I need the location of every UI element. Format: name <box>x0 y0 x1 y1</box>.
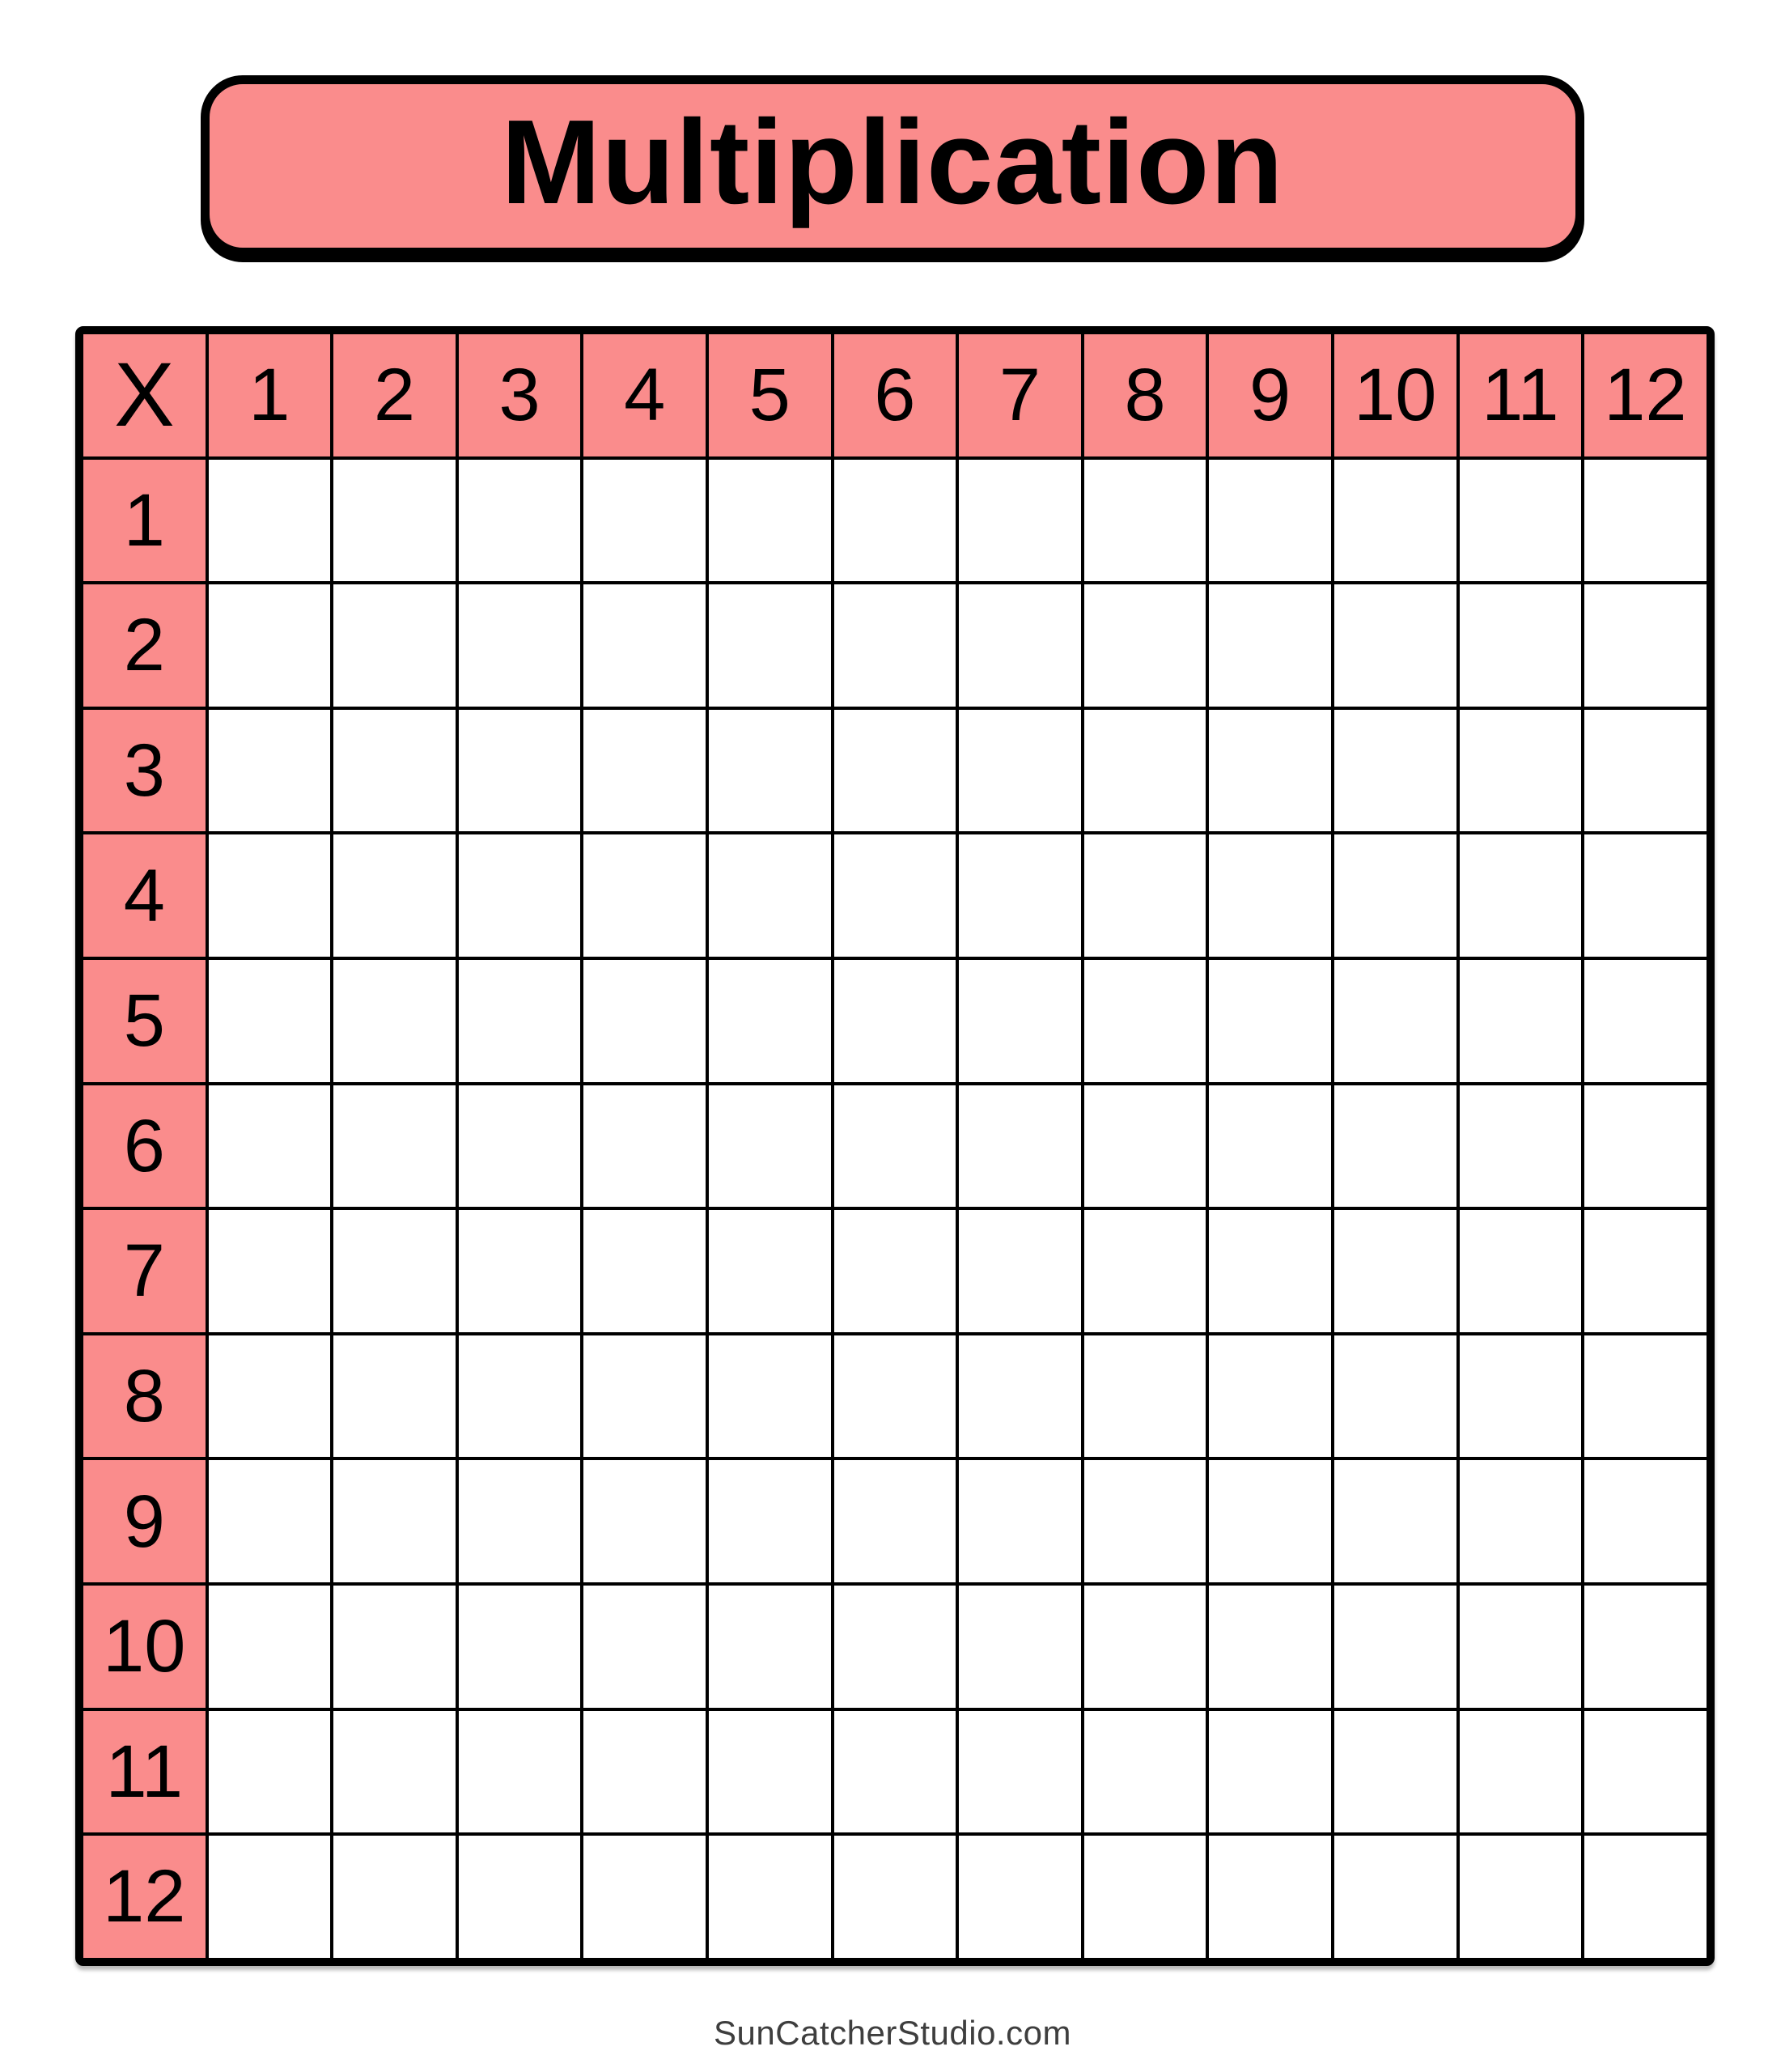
grid-cell <box>333 710 456 832</box>
column-header-cell: 1 <box>209 334 331 456</box>
grid-cell <box>1334 1711 1456 1833</box>
grid-cell <box>209 1586 331 1708</box>
grid-cell <box>959 1586 1081 1708</box>
grid-cell <box>709 1335 831 1458</box>
grid-cell <box>1084 1335 1206 1458</box>
grid-cell <box>1334 584 1456 707</box>
grid-cell <box>459 1836 581 1958</box>
grid-cell <box>1209 1460 1331 1582</box>
grid-cell <box>583 460 706 582</box>
grid-cell <box>1584 1836 1707 1958</box>
grid-cell <box>1084 710 1206 832</box>
grid-cell <box>333 584 456 707</box>
grid-cell <box>709 1460 831 1582</box>
grid-cell <box>333 834 456 957</box>
grid-cell <box>209 460 331 582</box>
multiplication-grid <box>75 326 1715 1966</box>
column-header-cell: 8 <box>1084 334 1206 456</box>
grid-cell <box>1460 1210 1582 1332</box>
column-header-cell: 4 <box>583 334 706 456</box>
grid-cell <box>209 1085 331 1208</box>
grid-cell <box>1084 1460 1206 1582</box>
grid-cell <box>333 1460 456 1582</box>
column-header-cell: 7 <box>959 334 1081 456</box>
grid-cell <box>1460 460 1582 582</box>
grid-cell <box>1334 1085 1456 1208</box>
grid-cell <box>709 1836 831 1958</box>
grid-cell <box>1209 1210 1331 1332</box>
grid-cell <box>333 1210 456 1332</box>
grid-cell <box>959 1085 1081 1208</box>
grid-cell <box>1584 1085 1707 1208</box>
grid-cell <box>1084 1711 1206 1833</box>
column-header-cell: 6 <box>834 334 956 456</box>
grid-cell <box>1209 1836 1331 1958</box>
row-header-cell: 7 <box>83 1210 206 1332</box>
column-header-cell: 5 <box>709 334 831 456</box>
row-header-cell: 6 <box>83 1085 206 1208</box>
grid-cell <box>459 834 581 957</box>
grid-cell <box>583 1460 706 1582</box>
grid-cell <box>1584 710 1707 832</box>
row-header-cell: 1 <box>83 460 206 582</box>
grid-cell <box>1460 710 1582 832</box>
grid-cell <box>333 1085 456 1208</box>
grid-cell <box>459 710 581 832</box>
grid-cell <box>209 834 331 957</box>
grid-cell <box>459 460 581 582</box>
grid-cell <box>1584 460 1707 582</box>
grid-cell <box>459 584 581 707</box>
grid-cell <box>1584 1711 1707 1833</box>
grid-cell <box>834 584 956 707</box>
grid-cell <box>1084 834 1206 957</box>
grid-cell <box>459 1085 581 1208</box>
grid-cell <box>1460 960 1582 1082</box>
grid-cell <box>1584 1335 1707 1458</box>
grid-cell <box>1584 834 1707 957</box>
grid-cell <box>1084 1085 1206 1208</box>
grid-cell <box>583 1586 706 1708</box>
grid-cell <box>1084 460 1206 582</box>
grid-cell <box>209 1836 331 1958</box>
grid-cell <box>959 1460 1081 1582</box>
grid-cell <box>1209 1335 1331 1458</box>
grid-cell <box>1460 1836 1582 1958</box>
grid-cell <box>709 584 831 707</box>
grid-cell <box>834 1210 956 1332</box>
grid-cell <box>209 710 331 832</box>
grid-cell <box>1209 960 1331 1082</box>
grid-cell <box>959 960 1081 1082</box>
grid-cell <box>1584 1210 1707 1332</box>
grid-cell <box>459 1210 581 1332</box>
grid-cell <box>459 1460 581 1582</box>
grid-cell <box>1334 1836 1456 1958</box>
grid-cell <box>1084 1586 1206 1708</box>
grid-cell <box>959 1210 1081 1332</box>
grid-cell <box>333 460 456 582</box>
row-header-cell: 2 <box>83 584 206 707</box>
grid-cell <box>1209 710 1331 832</box>
grid-cell <box>1584 1460 1707 1582</box>
grid-cell <box>1584 1586 1707 1708</box>
row-header-cell: 11 <box>83 1711 206 1833</box>
grid-cell <box>459 1586 581 1708</box>
grid-cell <box>834 710 956 832</box>
column-header-cell: 11 <box>1460 334 1582 456</box>
grid-cell <box>1334 834 1456 957</box>
grid-cell <box>1334 460 1456 582</box>
grid-cell <box>1334 960 1456 1082</box>
grid-cell <box>1460 1586 1582 1708</box>
grid-cell <box>333 1711 456 1833</box>
grid-cell <box>959 1836 1081 1958</box>
grid-cell <box>959 834 1081 957</box>
grid-cell <box>1209 460 1331 582</box>
column-header-cell: 2 <box>333 334 456 456</box>
row-header-cell: 12 <box>83 1836 206 1958</box>
grid-cell <box>1209 834 1331 957</box>
grid-cell <box>333 1836 456 1958</box>
row-header-cell: 4 <box>83 834 206 957</box>
grid-cell <box>834 834 956 957</box>
grid-cell <box>209 960 331 1082</box>
grid-cell <box>583 1711 706 1833</box>
grid-cell <box>209 1335 331 1458</box>
grid-cell <box>709 834 831 957</box>
grid-cell <box>709 1210 831 1332</box>
footer-text: SunCatcherStudio.com <box>714 2014 1071 2052</box>
grid-cell <box>834 960 956 1082</box>
grid-cell <box>834 1836 956 1958</box>
grid-cell <box>333 1335 456 1458</box>
grid-cell <box>959 584 1081 707</box>
grid-cell <box>1334 1460 1456 1582</box>
grid-cell <box>709 1586 831 1708</box>
grid-cell <box>459 1711 581 1833</box>
grid-cell <box>959 710 1081 832</box>
grid-cell <box>459 960 581 1082</box>
grid-cell <box>959 1335 1081 1458</box>
grid-cell <box>834 460 956 582</box>
grid-cell <box>709 1085 831 1208</box>
grid-cell <box>834 1085 956 1208</box>
grid-cell <box>1460 584 1582 707</box>
grid-cell <box>1209 584 1331 707</box>
title-banner <box>201 75 1584 257</box>
grid-cell <box>1460 834 1582 957</box>
grid-cell <box>1334 710 1456 832</box>
grid-cell <box>1460 1335 1582 1458</box>
grid-cell <box>1084 960 1206 1082</box>
row-header-cell: 5 <box>83 960 206 1082</box>
grid-cell <box>333 1586 456 1708</box>
grid-cell <box>1209 1711 1331 1833</box>
grid-cell <box>1334 1335 1456 1458</box>
column-header-cell: 9 <box>1209 334 1331 456</box>
column-header-cell: 12 <box>1584 334 1707 456</box>
grid-cell <box>834 1335 956 1458</box>
column-header-cell: 3 <box>459 334 581 456</box>
grid-cell <box>1084 1210 1206 1332</box>
grid-cell <box>1584 584 1707 707</box>
page-title: Multiplication <box>501 96 1284 229</box>
grid-cell <box>1460 1711 1582 1833</box>
row-header-cell: 9 <box>83 1460 206 1582</box>
grid-cell <box>1334 1210 1456 1332</box>
grid-cell <box>1084 584 1206 707</box>
row-header-cell: 8 <box>83 1335 206 1458</box>
grid-cell <box>834 1586 956 1708</box>
grid-cell <box>209 584 331 707</box>
grid-cell <box>1334 1586 1456 1708</box>
grid-cell <box>583 1836 706 1958</box>
grid-cell <box>583 960 706 1082</box>
corner-header-cell: X <box>83 334 206 456</box>
grid-cell <box>583 1085 706 1208</box>
grid-cell <box>209 1460 331 1582</box>
grid-cell <box>834 1711 956 1833</box>
grid-cell <box>1209 1085 1331 1208</box>
grid-cell <box>709 1711 831 1833</box>
column-header-cell: 10 <box>1334 334 1456 456</box>
grid-cell <box>709 460 831 582</box>
grid-cell <box>1209 1586 1331 1708</box>
row-header-cell: 10 <box>83 1586 206 1708</box>
grid-cell <box>583 584 706 707</box>
grid-cell <box>583 834 706 957</box>
grid-cell <box>333 960 456 1082</box>
row-header-cell: 3 <box>83 710 206 832</box>
footer-credit <box>0 2014 1785 2053</box>
grid-cell <box>209 1711 331 1833</box>
grid-cell <box>959 1711 1081 1833</box>
grid-cell <box>583 710 706 832</box>
grid-cell <box>459 1335 581 1458</box>
grid-cell <box>1460 1085 1582 1208</box>
grid-cell <box>959 460 1081 582</box>
grid-cell <box>1584 960 1707 1082</box>
grid-cell <box>209 1210 331 1332</box>
grid-cell <box>1460 1460 1582 1582</box>
grid-cell <box>1084 1836 1206 1958</box>
grid-cell <box>709 710 831 832</box>
grid-cell <box>583 1335 706 1458</box>
grid-cell <box>583 1210 706 1332</box>
grid-cell <box>709 960 831 1082</box>
grid-cell <box>834 1460 956 1582</box>
